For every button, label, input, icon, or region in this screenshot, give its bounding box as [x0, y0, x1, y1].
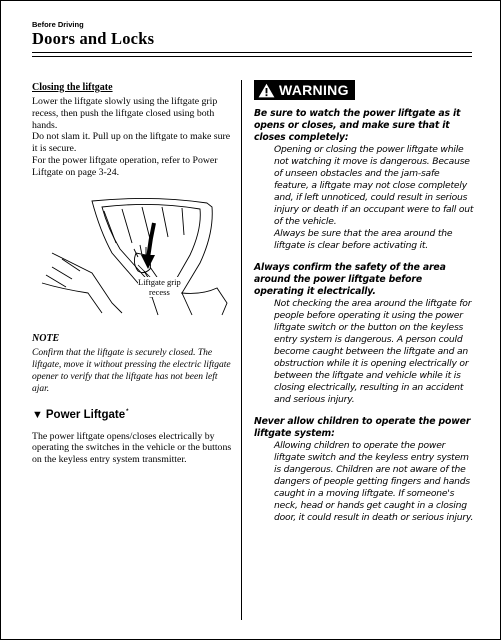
header-rule: [32, 52, 472, 53]
figure-label: [138, 277, 181, 297]
paragraph-refer-page: For the power liftgate operation, refer to Power Liftgate on page 3-24.: [32, 154, 218, 178]
power-liftgate-heading-text: Power Liftgate: [45, 408, 126, 421]
warning-1-body-a: Opening or closing the power liftgate while not watching it move is dangerous. Because of unseen obstacles and the jam-safe feature, a liftgate may not close completely and, if left unnoticed, could result in serious injury or death if an occupant were to fall out of the vehicle.: [274, 143, 474, 227]
warning-2-body: Not checking the area around the liftgate for people before operating it using the power liftgate switch or the button on the keyless entry system is dangerous. A person could become caught between the liftgate and an obstruction while it is opening electrically or between the liftgate and vehicle while it is closing electrically, resulting in an accident and serious injury.: [274, 297, 472, 405]
optional-marker: *: [126, 408, 129, 415]
header-rule-secondary: [32, 56, 472, 57]
note-text: Confirm that the liftgate is securely closed. The liftgate, move it without pressing the electric liftgate opener to verify that the liftgate has not been left ajar.: [32, 347, 231, 394]
paragraph-lower-liftgate: Lower the liftgate slowly using the liftgate grip recess, then push the liftgate closed using both hands.: [32, 96, 218, 131]
liftgate-illustration: [32, 193, 234, 317]
warning-triangle-icon: [258, 83, 275, 98]
left-column: [32, 80, 234, 466]
warning-2-heading: Always confirm the safety of the area around the power liftgate before operating it electrically.: [254, 261, 446, 297]
warning-badge: [254, 80, 355, 100]
liftgate-drawing: [32, 193, 234, 317]
warning-1-heading: Be sure to watch the power liftgate as it opens or closes, and make sure that it closes completely:: [254, 107, 461, 143]
warning-label: WARNING: [279, 82, 349, 98]
paragraph-do-not-slam: Do not slam it. Pull up on the liftgate to make sure it is secure.: [32, 131, 231, 155]
section-label: Before Driving: [32, 20, 84, 29]
figure-label-line2: recess: [148, 286, 170, 297]
figure-label-line1: Liftgate grip: [138, 276, 181, 287]
column-divider: [241, 80, 242, 620]
warning-1-body-b: Always be sure that the area around the liftgate is clear before activating it.: [274, 227, 453, 251]
warning-3-heading: Never allow children to operate the power liftgate system:: [254, 415, 471, 439]
power-liftgate-text: The power liftgate opens/closes electrically by operating the switches in the vehicle or the buttons on the keyless entry system transmitter.: [32, 430, 232, 466]
page-title: Doors and Locks: [32, 29, 155, 48]
subheading-closing-liftgate: Closing the liftgate: [32, 82, 113, 93]
note-heading: NOTE: [32, 332, 60, 344]
right-column: [254, 80, 474, 524]
warning-3-body: Allowing children to operate the power liftgate switch and the keyless entry system is dangerous. Children are not aware of the dangers of people getting fingers and hands caught in a moving liftgate. If someone's neck, head or hands get caught in a closing door, it could result in death or serious injury.: [274, 439, 474, 523]
power-liftgate-heading: [32, 409, 234, 421]
triangle-down-icon: ▼: [32, 408, 43, 421]
